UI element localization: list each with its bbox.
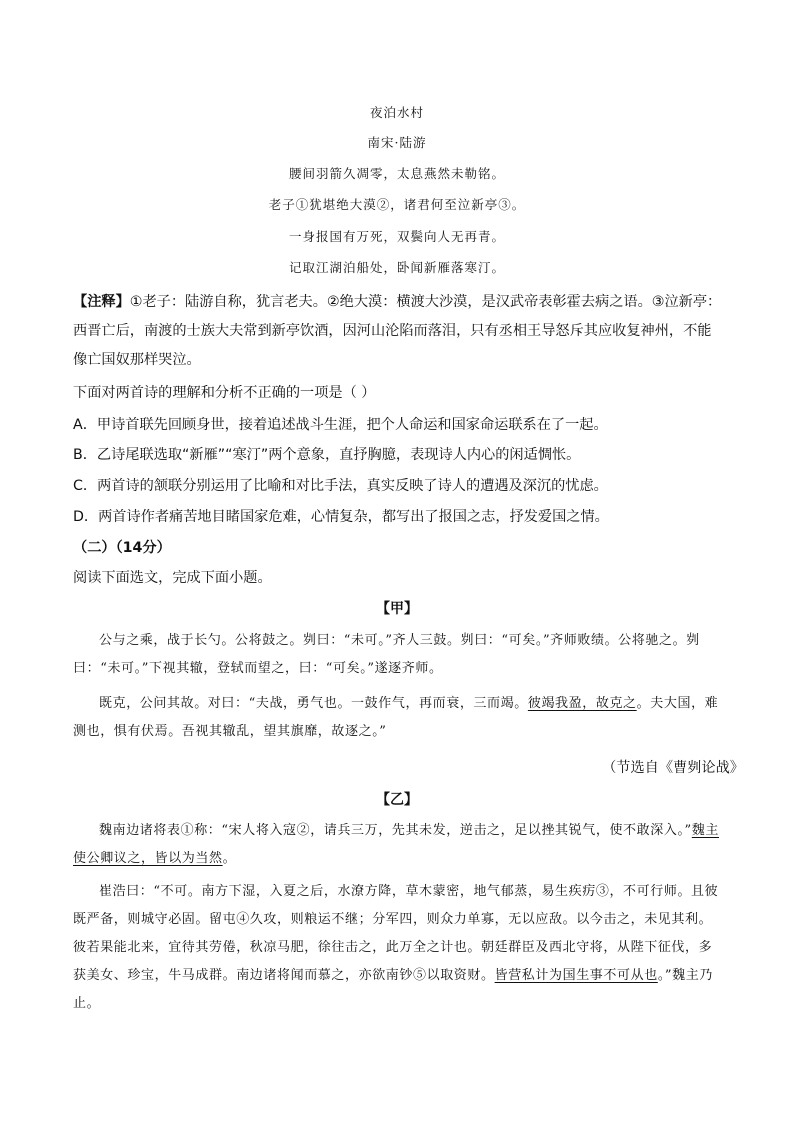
jia-p2-text-b: 。夫大国，难测也，惧有伏焉。吾视其辙乱，望其旗靡，故逐之。”: [73, 696, 719, 739]
option-a: A．甲诗首联先回顾身世，接着追述战斗生涯，把个人命运和国家命运联系在了一起。: [73, 417, 608, 433]
poem-line-4: 记取江湖泊船处，卧闻新雁落寒汀。: [288, 260, 505, 275]
option-c: C．两首诗的颔联分别运用了比喻和对比手法，真实反映了诗人的遭遇及深沉的忧虑。: [73, 478, 608, 494]
section-heading: （二）（14分）: [73, 540, 171, 556]
yi-p2-text-a: 崔浩曰：“不可。南方下湿，入夏之后，水潦方降，草木蒙密，地气郁蒸，易生疾疠③，不可行师。且彼既严备，则城守必固。留屯④久攻，则粮运不继；分军四，则众力单寡，无以应敌。以今击之，未见其利。彼若果能北来，宜待其劳倦，秋凉马肥，徐往击之，此万全之计也。朝廷群臣及西北守将，从陛下征伐，多获美女、珍宝，牛马成群。南边诸将闻而慕之，亦欲南钞⑤以取资财。: [73, 884, 719, 983]
option-b: B．乙诗尾联选取“新雁”“寒汀”两个意象，直抒胸臆，表现诗人内心的闲适惆怅。: [73, 447, 581, 463]
notes-label: 【注释】: [73, 294, 130, 310]
poem-author: 南宋·陆游: [367, 135, 427, 150]
yi-underlined-sentence-1: 魏主使公卿议之，皆以为当然: [73, 823, 719, 866]
yi-p2-text-b: 。”魏主乃止。: [73, 968, 713, 1011]
poem-line-3: 一身报国有万死，双鬓向人无再青。: [288, 229, 505, 244]
yi-label: 【乙】: [376, 792, 418, 808]
yi-p1-text-b: 。: [222, 851, 237, 866]
jia-label: 【甲】: [376, 601, 418, 617]
question-stem: 下面对两首诗的理解和分析不正确的一项是（ ）: [73, 385, 376, 401]
yi-paragraph-2: [73, 878, 723, 1018]
option-d: D．两首诗作者痛苦地目睹国家危难，心情复杂，都写出了报国之志，抒发爱国之情。: [73, 509, 609, 525]
yi-p1-text-a: 魏南边诸将表①称：“宋人将入寇②，请兵三万，先其未发，逆击之，足以挫其锐气，使不敢深入。”: [99, 823, 692, 838]
jia-underlined-sentence: 彼竭我盈，故克之: [527, 696, 637, 711]
jia-paragraph-1: 公与之乘，战于长勺。公将鼓之。刿曰：“未可。”齐人三鼓。刿曰：“可矣。”齐师败绩。公将驰之。刿曰：“未可。”下视其辙，登轼而望之，曰：“可矣。”遂逐齐师。: [73, 633, 700, 676]
jia-source: （节选自《曹刿论战》: [602, 760, 744, 776]
poem-title: 夜泊水村: [369, 105, 424, 120]
jia-p2-text-a: 既克，公问其故。对曰：“夫战，勇气也。一鼓作气，再而衰，三而竭。: [99, 696, 528, 711]
notes-text: ①老子：陆游自称，犹言老夫。②绝大漠：横渡大沙漠，是汉武帝表彰霍去病之语。③泣新亭：西晋亡后，南渡的士族大夫常到新亭饮酒，因河山沦陷而落泪，只有丞相王导怒斥其应收复神州，不能像亡国奴那样哭泣。: [73, 294, 722, 368]
yi-paragraph-1: [73, 817, 723, 873]
poem-line-1: 腰间羽箭久凋零，太息燕然未勒铭。: [288, 166, 505, 181]
section-instruction: 阅读下面选文，完成下面小题。: [73, 570, 272, 586]
poem-line-2: 老子①犹堪绝大漠②，诸君何至泣新亭③。: [268, 197, 526, 212]
yi-underlined-sentence-2: 皆营私计为国生事不可从也: [494, 968, 658, 983]
jia-paragraph-2: [73, 690, 723, 746]
poem-notes: [73, 288, 723, 375]
